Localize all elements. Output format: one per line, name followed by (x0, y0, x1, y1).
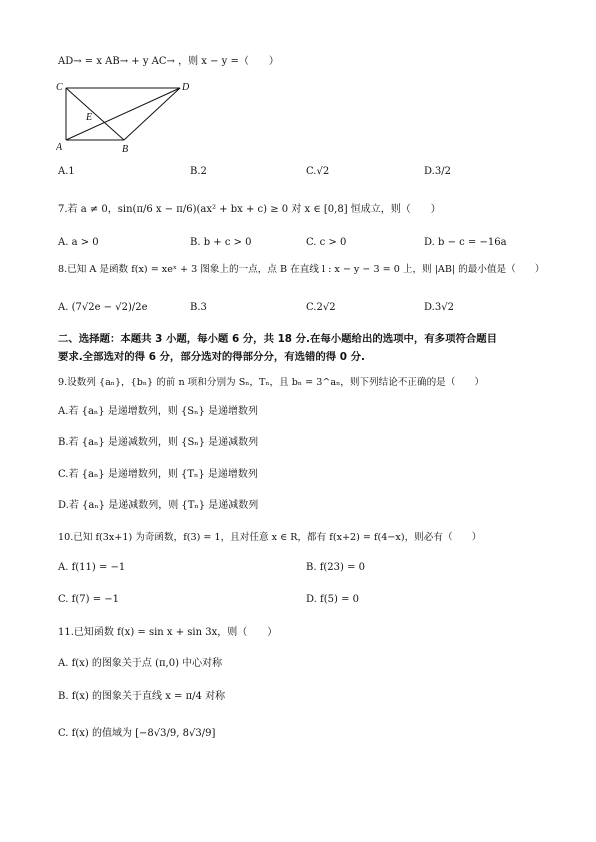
q9-option-c: C.若 {aₙ} 是递增数列，则 {Tₙ} 是递增数列 (58, 469, 258, 480)
q9-option-b: B.若 {aₙ} 是递减数列，则 {Sₙ} 是递减数列 (58, 437, 259, 448)
q7-stem: 7.若 a ≠ 0，sin(π/6 x − π/6)(ax² + bx + c) ≥ 0 对 x ∈ [0,8] 恒成立，则（ ） (58, 204, 441, 215)
section2-heading-line1: 二、选择题：本题共 3 小题，每小题 6 分，共 18 分.在每小题给出的选项中，有多项符合题目 (58, 333, 498, 345)
q8-option-b: B.3 (190, 302, 207, 313)
q8-stem: 8.已知 A 是函数 f(x) = xeˣ + 3 图象上的一点，点 B 在直线 l : x − y − 3 = 0 上，则 |AB| 的最小值是（ ） (58, 264, 545, 275)
q10-option-d: D. f(5) = 0 (306, 594, 359, 605)
q7-option-d: D. b − c = −16a (424, 237, 507, 248)
q7-option-c: C. c > 0 (306, 237, 347, 248)
q6-option-a: A.1 (58, 166, 75, 177)
q11-stem: 11.已知函数 f(x) = sin x + sin 3x，则（ ） (58, 627, 278, 638)
q6-triangle-figure (56, 80, 206, 152)
q6-stem-tail: AD→ = x AB→ + y AC→ ，则 x − y =（ ） (58, 56, 279, 67)
q11-option-c: C. f(x) 的值域为 [−8√3/9, 8√3/9] (58, 728, 216, 739)
q10-stem: 10.已知 f(3x+1) 为奇函数，f(3) = 1，且对任意 x ∈ R，都有 f(x+2) = f(4−x)，则必有（ ） (58, 532, 482, 543)
q11-option-b: B. f(x) 的图象关于直线 x = π/4 对称 (58, 691, 226, 702)
label-E: E (86, 112, 93, 123)
label-A: A (56, 142, 63, 152)
section2-heading-line2: 要求.全部选对的得 6 分，部分选对的得部分分，有选错的得 0 分. (58, 351, 365, 363)
label-B: B (122, 144, 129, 152)
q9-stem: 9.设数列 {aₙ}，{bₙ} 的前 n 项和分别为 Sₙ，Tₙ，且 bₙ = 3^aₙ，则下列结论不正确的是（ ） (58, 377, 485, 388)
q8-option-d: D.3√2 (424, 302, 454, 313)
q9-option-d: D.若 {aₙ} 是递减数列，则 {Tₙ} 是递减数列 (58, 500, 259, 511)
q8-option-a: A. (7√2e − √2)/2e (58, 302, 148, 313)
q8-option-c: C.2√2 (306, 302, 336, 313)
segment-CB (66, 88, 124, 140)
q7-option-a: A. a > 0 (58, 237, 99, 248)
q10-option-b: B. f(23) = 0 (306, 562, 366, 573)
segment-BD (124, 88, 180, 140)
q6-option-b: B.2 (190, 166, 207, 177)
q6-option-d: D.3/2 (424, 166, 451, 177)
label-D: D (182, 82, 190, 93)
q10-option-a: A. f(11) = −1 (58, 562, 126, 573)
q7-option-b: B. b + c > 0 (190, 237, 252, 248)
figure-lines (66, 88, 180, 140)
q6-option-c: C.√2 (306, 166, 330, 177)
q10-option-c: C. f(7) = −1 (58, 594, 119, 605)
segment-AD (66, 88, 180, 140)
q11-option-a: A. f(x) 的图象关于点 (π,0) 中心对称 (58, 658, 223, 669)
q9-option-a: A.若 {aₙ} 是递增数列，则 {Sₙ} 是递增数列 (58, 406, 259, 417)
label-C: C (56, 82, 63, 93)
